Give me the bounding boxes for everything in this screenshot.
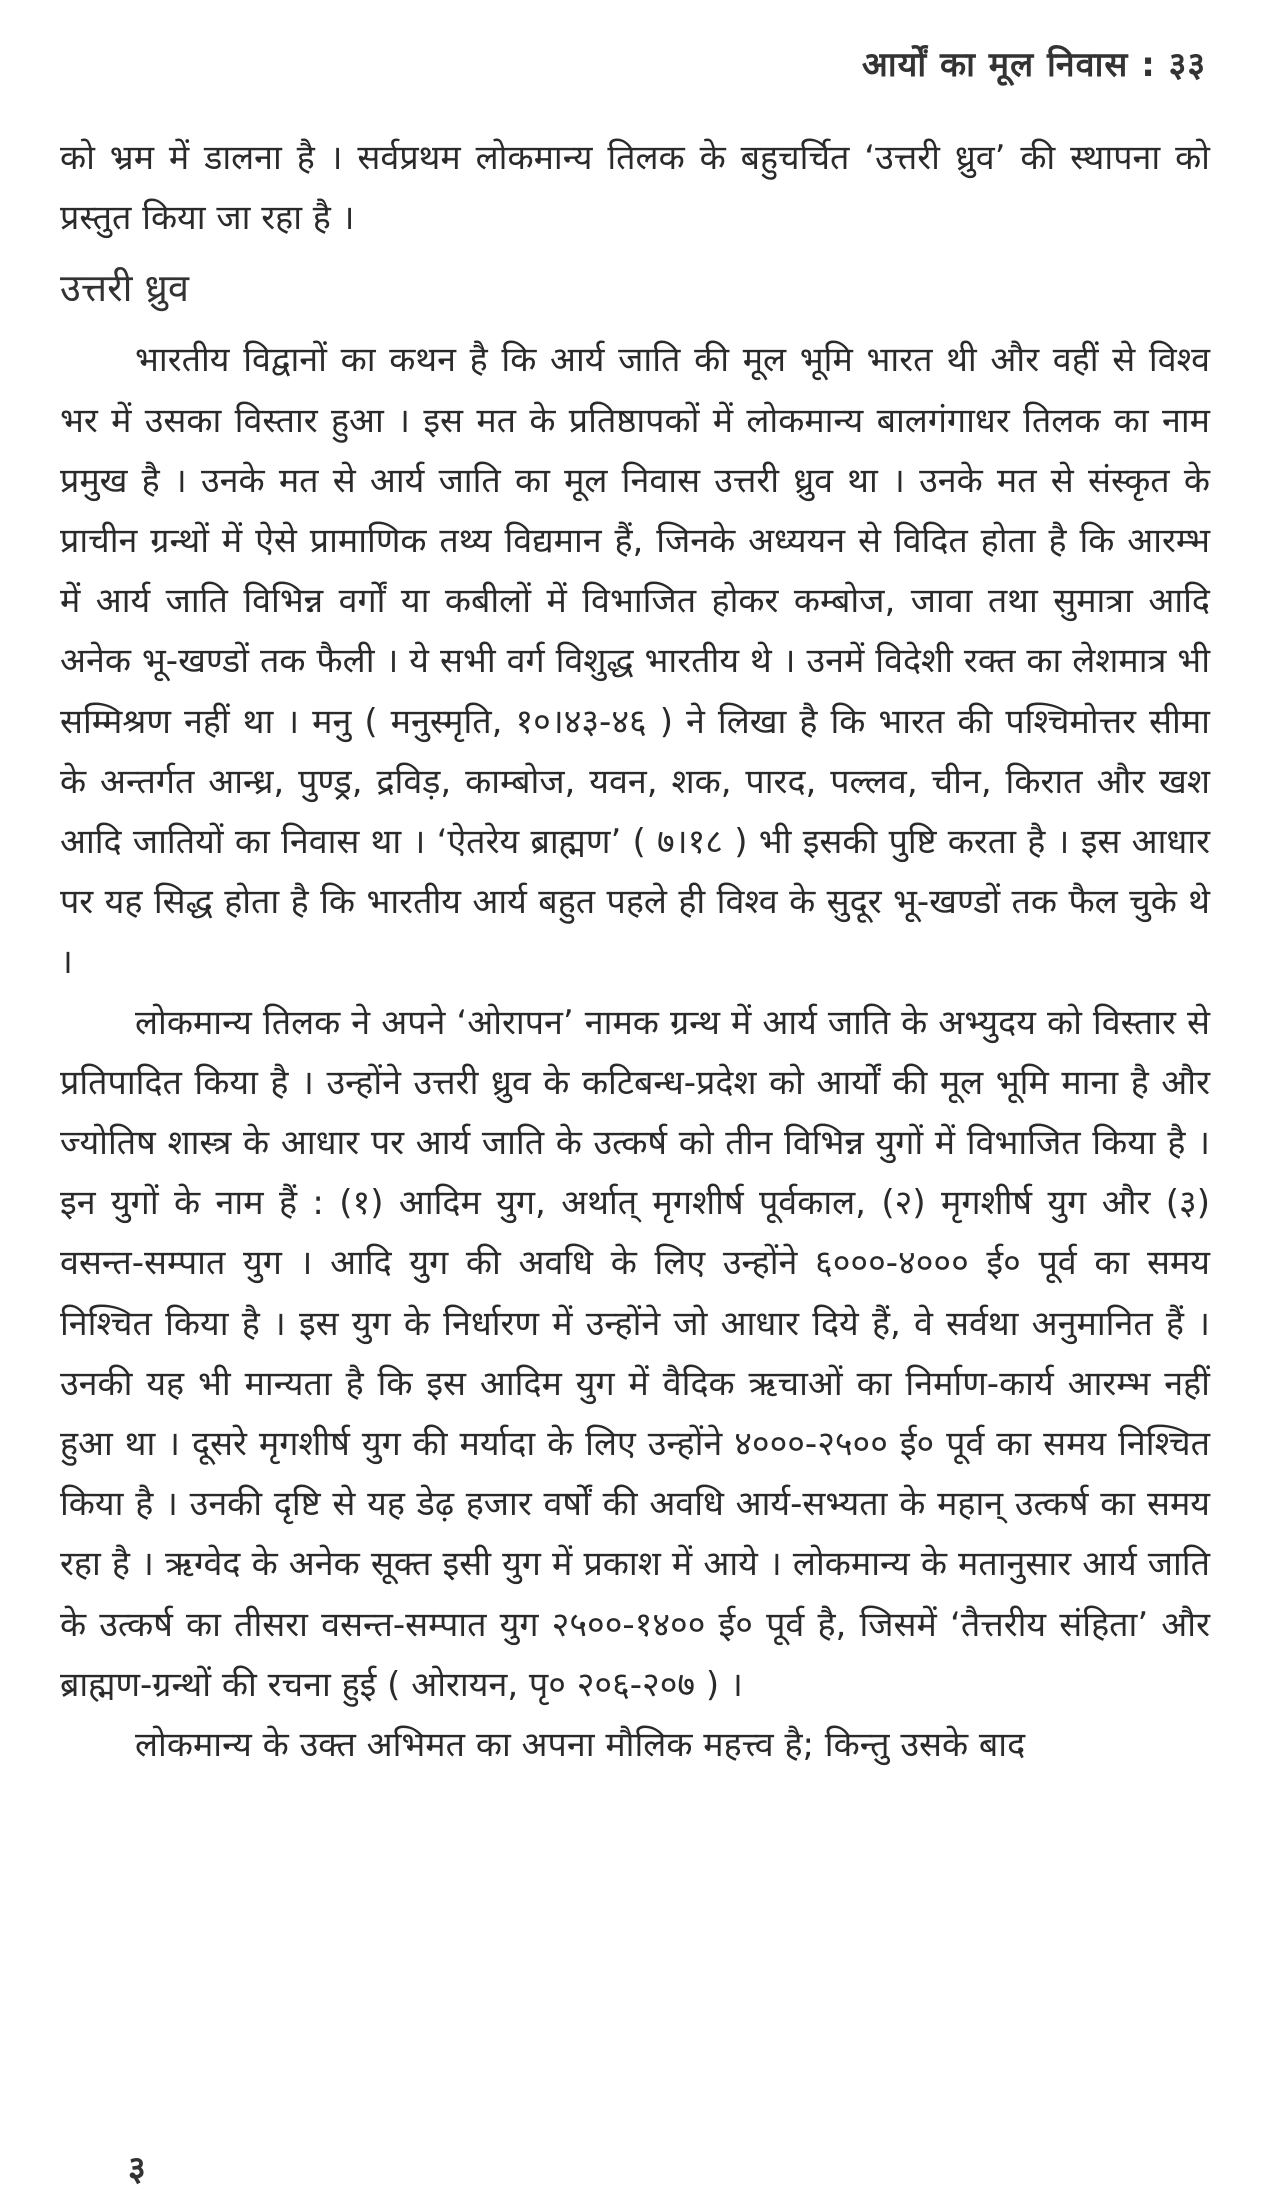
paragraph: भारतीय विद्वानों का कथन है कि आर्य जाति की मूल भूमि भारत थी और वहीं से विश्व भर में उसका विस्तार हुआ । इस मत के प्रतिष्ठापकों में लोकमान्य बालगंगाधर तिलक का नाम प्रमुख है । उनके मत से आर्य जाति का मूल निवास उत्तरी ध्रुव था । उनके मत से संस्कृत के प्राचीन ग्रन्थों में ऐसे प्रामाणिक तथ्य विद्यमान हैं, जिनके अध्ययन से विदित होता है कि आरम्भ में आर्य जाति विभिन्न वर्गों या कबीलों में विभाजित होकर कम्बोज, जावा तथा सुमात्रा आदि अनेक भू-खण्डों तक फैली । ये सभी वर्ग विशुद्ध भारतीय थे । उनमें विदेशी रक्त का लेशमात्र भी सम्मिश्रण नहीं था । मनु ( मनुस्मृति, १०।४३-४६ ) ने लिखा है कि भारत की पश्चिमोत्तर सीमा के अन्तर्गत आन्ध्र, पुण्ड्र, द्रविड़, काम्बोज, यवन, शक, पारद, पल्लव, चीन, किरात और खश आदि जातियों का निवास था । ‘ऐतरेय ब्राह्मण’ ( ७।१८ ) भी इसकी पुष्टि करता है । इस आधार पर यह सिद्ध होता है कि भारतीय आर्य बहुत पहले ही विश्व के सुदूर भू-खण्डों तक फैल चुके थे ।: [60, 340, 1210, 983]
section-heading: उत्तरी ध्रुव: [60, 266, 190, 311]
paragraph: लोकमान्य तिलक ने अपने ‘ओरापन’ नामक ग्रन्थ में आर्य जाति के अभ्युदय को विस्तार से प्रतिपादित किया है । उन्होंने उत्तरी ध्रुव के कटिबन्ध-प्रदेश को आर्यों की मूल भूमि माना है और ज्योतिष शास्त्र के आधार पर आर्य जाति के उत्कर्ष को तीन विभिन्न युगों में विभाजित किया है । इन युगों के नाम हैं : (१) आदिम युग, अर्थात् मृगशीर्ष पूर्वकाल, (२) मृगशीर्ष युग और (३) वसन्त-सम्पात युग । आदि युग की अवधि के लिए उन्होंने ६०००-४००० ई० पूर्व का समय निश्चित किया है । इस युग के निर्धारण में उन्होंने जो आधार दिये हैं, वे सर्वथा अनुमानित हैं । उनकी यह भी मान्यता है कि इस आदिम युग में वैदिक ऋचाओं का निर्माण-कार्य आरम्भ नहीं हुआ था । दूसरे मृगशीर्ष युग की मर्यादा के लिए उन्होंने ४०००-२५०० ई० पूर्व का समय निश्चित किया है । उनकी दृष्टि से यह डेढ़ हजार वर्षों की अवधि आर्य-सभ्यता के महान् उत्कर्ष का समय रहा है । ऋग्वेद के अनेक सूक्त इसी युग में प्रकाश में आये । लोकमान्य के मतानुसार आर्य जाति के उत्कर्ष का तीसरा वसन्त-सम्पात युग २५००-१४०० ई० पूर्व है, जिसमें ‘तैत्तरीय संहिता’ और ब्राह्मण-ग्रन्थों की रचना हुई ( ओरायन, पृ० २०६-२०७ ) ।: [60, 1002, 1210, 1705]
paragraph: लोकमान्य के उक्त अभिमत का अपना मौलिक महत्त्व है; किन्तु उसके बाद: [135, 1725, 1026, 1766]
intro-paragraph: को भ्रम में डालना है । सर्वप्रथम लोकमान्य तिलक के बहुचर्चित ‘उत्तरी ध्रुव’ की स्थापना को प्रस्तुत किया जा रहा है ।: [60, 138, 1210, 239]
page-marker: ३: [128, 2149, 146, 2189]
body-text: [60, 128, 1210, 1775]
running-header: आर्यों का मूल निवास : ३३: [861, 45, 1206, 85]
